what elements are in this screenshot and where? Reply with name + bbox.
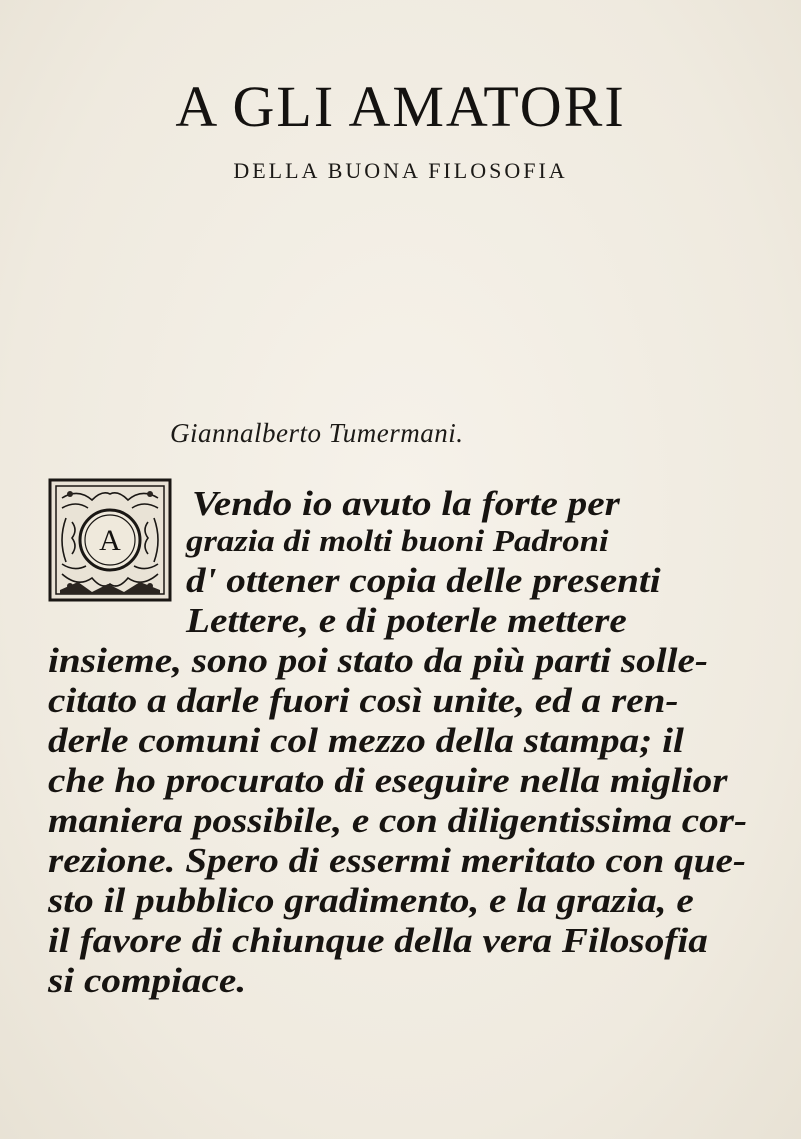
text-line-2: grazia di molti buoni Padroni: [186, 523, 609, 558]
page-title: A GLI AMATORI: [175, 74, 626, 139]
text-line-7: derle comuni col mezzo della stampa; il: [48, 721, 684, 760]
text-line-12: il favore di chiunque della vera Filosofia: [48, 921, 708, 960]
text-line-13: si compiace.: [48, 961, 247, 1000]
text-line-3: d' ottener copia delle presenti: [186, 561, 661, 600]
text-line-11: sto il pubblico gradimento, e la grazia, e: [48, 881, 694, 920]
text-line-10: rezione. Spero di essermi meritato con que-: [48, 841, 746, 880]
text-line-5: insieme, sono poi stato da più parti solle-: [48, 641, 708, 680]
text-line-1: Vendo io avuto la forte per: [192, 484, 620, 523]
page-subtitle: DELLA BUONA FILOSOFIA: [233, 158, 568, 183]
drop-cap-letter: A: [99, 524, 121, 557]
text-line-6: citato a darle fuori così unite, ed a ren-: [48, 681, 679, 720]
text-line-8: che ho procurato di eseguire nella miglior: [48, 761, 728, 800]
text-line-9: maniera possibile, e con diligentissima cor-: [48, 801, 748, 840]
drop-cap-ornament-icon: [48, 478, 172, 602]
text-line-4: Lettere, e di poterle mettere: [186, 601, 627, 640]
author-signature: Giannalberto Tumermani.: [170, 418, 464, 448]
